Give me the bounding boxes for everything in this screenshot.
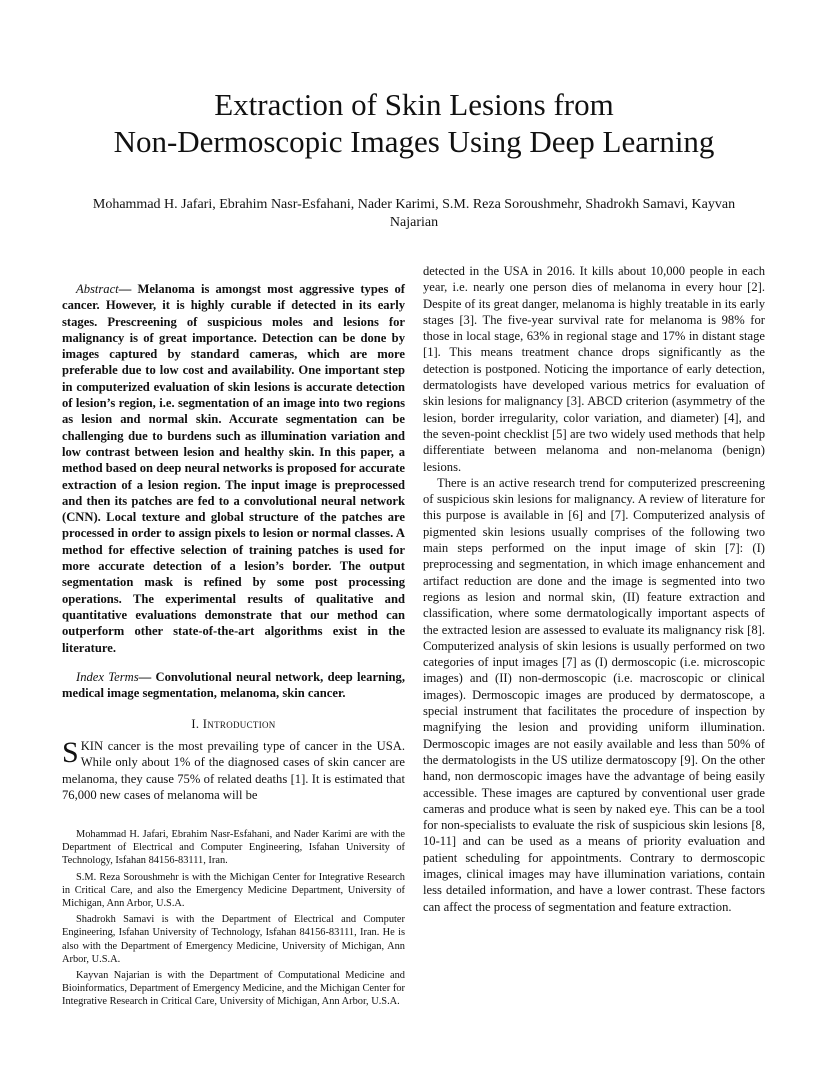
paper-title-line-1: Extraction of Skin Lesions from <box>214 87 614 122</box>
introduction-paragraph <box>62 738 405 803</box>
index-terms <box>62 669 405 702</box>
footnote: Kayvan Najarian is with the Department of Computational Medicine and Bioinformatics, Department of Emergency Medicine, and the Michigan Center for Integrative Research in Critical Care, University of Michigan, Ann Arbor, U.S.A. <box>62 970 405 1008</box>
paper-title-line-2: Non-Dermoscopic Images Using Deep Learning <box>113 124 715 159</box>
abstract <box>62 281 405 656</box>
introduction-text: KIN cancer is the most prevailing type of cancer in the USA. While only about 1% of the diagnosed cases of skin cancer are melanoma, they cause 75% of related deaths [1]. It is estimated that 76,000 new cases of melanoma will be <box>62 739 405 802</box>
section-heading-introduction: I. Introduction <box>191 717 276 731</box>
right-column <box>423 263 765 915</box>
body-paragraph: detected in the USA in 2016. It kills about 10,000 people in each year, i.e. nearly one person dies of melanoma in every hour [2]. Despite of its great danger, melanoma is highly treatable in its early stages [3]. The five-year survival rate for melanoma is 98% for those in local stage, 63% in regional stage and 17% in distant stage [1]. This means treatment chance drops significantly as the detection is postponed. Noticing the importance of early detection, dermatologists have developed various metrics for evaluation of skin lesions for malignancy [3]. ABCD criterion (asymmetry of the lesion, border irregularity, color variation, and diameter) [4], and the seven-point checklist [5] are two widely used methods that help differentiate between melanoma and non-melanoma (benign) lesions. <box>423 264 765 474</box>
author-footnotes <box>62 828 405 1012</box>
index-terms-label: Index Terms <box>76 670 139 684</box>
body-paragraph: There is an active research trend for computerized prescreening of suspicious skin lesions for malignancy. A review of literature for this purpose is available in [6] and [7]. Computerized analysis of pigmented skin lesions usually comprises of the following two main steps performed on the input image of skin [7]: (I) preprocessing and segmentation, in which image enhancement and artifact reduction are done and the image is segmented into two regions as lesion and normal skin, (II) feature extraction and classification, where some dermatologically important aspects of the extracted lesion are assessed to evaluate its malignancy risk [8]. Computerized analysis of skin lesions is usually performed on two categories of input images [7] as (I) dermoscopic (i.e. microscopic images) and (II) non-dermoscopic (i.e. macroscopic or clinical images). Dermoscopic images are produced by dermatoscope, a special instrument that facilitates the procedure of inspection by magnifying the lesion and providing uniform illumination. Dermoscopic images are not easily available and less than 50% of the dermatologists in the US utilize dermatoscopy [9]. On the other hand, non dermoscopic images have the advantage of being easily accessible. These images are captured by conventional user grade cameras and produce what is seen by naked eye. This can be a tool for non-specialists to evaluate the risk of suspicious skin lesions [8, 10-11] and can be used as a means of priority evaluation and patient scheduling for appointments. Contrary to dermoscopic images, clinical images may have illumination variations, contain less detailed information, and have a lower contrast. These factors can affect the process of segmentation and feature extraction. <box>423 475 765 914</box>
index-terms-text: Convolutional neural network, deep learning, medical image segmentation, melanoma, skin cancer. <box>62 670 405 701</box>
paper-title <box>60 86 768 160</box>
abstract-text: Melanoma is amongst most aggressive types of cancer. However, it is highly curable if detected in its early stages. Prescreening of suspicious moles and lesions for malignancy is of great importance. Detection can be done by images captured by standard cameras, which are more preferable due to low cost and availability. One important step in computerized evaluation of skin lesions is accurate detection of lesion’s region, i.e. segmentation of an image into two regions as lesion and normal skin. Accurate segmentation can be challenging due to burdens such as illumination variation and low contrast between lesion and healthy skin. In this paper, a method based on deep neural networks is proposed for accurate extraction of a lesion region. The input image is preprocessed and then its patches are fed to a convolutional neural network (CNN). Local texture and global structure of the patches are processed in order to assign pixels to lesion or normal classes. A method for effective selection of training patches is used for more accurate detection of a lesion’s border. The output segmentation mask is refined by some post processing operations. The experimental results of qualitative and quantitative evaluations demonstrate that our method can outperform other state-of-the-art algorithms exist in the literature. <box>62 282 405 655</box>
footnote: Shadrokh Samavi is with the Department of Electrical and Computer Engineering, Isfahan University of Technology, Isfahan 84156-83111, Iran. He is also with the Department of Emergency Medicine, University of Michigan, Ann Arbor, U.S.A. <box>62 914 405 965</box>
index-terms-dash: — <box>138 670 156 684</box>
drop-cap: S <box>62 736 79 769</box>
footnote: Mohammad H. Jafari, Ebrahim Nasr-Esfahani, and Nader Karimi are with the Department of Electrical and Computer Engineering, Isfahan University of Technology, Isfahan 84156-83111, Iran. <box>62 829 405 867</box>
footnote: S.M. Reza Soroushmehr is with the Michigan Center for Integrative Research in Critical Care, and also the Emergency Medicine Department, University of Michigan, Ann Arbor, U.S.A. <box>62 871 405 910</box>
author-list: Mohammad H. Jafari, Ebrahim Nasr-Esfahani, Nader Karimi, S.M. Reza Soroushmehr, Shadrokh Samavi, Kayvan Najarian <box>92 197 736 230</box>
abstract-dash: — <box>118 282 138 296</box>
abstract-label: Abstract <box>76 282 119 296</box>
